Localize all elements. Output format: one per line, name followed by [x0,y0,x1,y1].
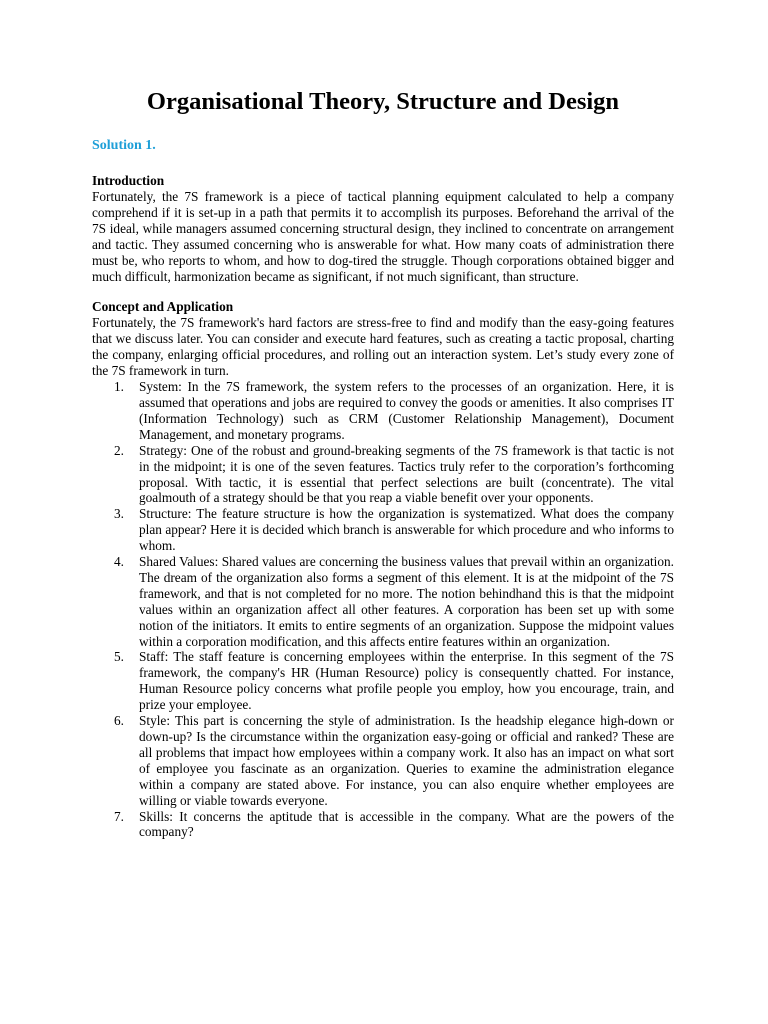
list-number: 7. [114,808,124,824]
list-item-style [92,713,674,808]
list-item-structure [92,506,674,554]
list-number: 3. [114,506,124,522]
list-item-staff [92,649,674,713]
list-number: 2. [114,442,124,458]
introduction-heading: Introduction [92,173,165,188]
document-page [92,0,674,840]
list-item-skills [92,809,674,841]
list-item-shared-values [92,554,674,649]
list-item-text: Style: This part is concerning the style of administration. Is the headship elegance high-down or down-up? Is the circumstance within the organization easy-going or official and ranked? These are all problems that impact how employees within a company work. It also has an impact on what sort of employee you fascinate as an organization. Queries to examine the administration elegance within a company are stated above. For instance, you can also enquire whether employees are willing or viable towards everyone. [139,713,674,808]
solution-label: Solution 1. [92,138,156,153]
introduction-paragraph: Fortunately, the 7S framework is a piece of tactical planning equipment calculated to help a company comprehend if it is set-up in a path that permits it to accomplish its purposes. Beforehand the arrival of the 7S ideal, while managers assumed concerning structural design, they inclined to concentrate on arrangement and tactic. They assumed concerning who is answerable for what. How many coats of administration there must be, who reports to whom, and how to dog-tired the struggle. Though corporations obtained bigger and much difficult, harmonization became as significant, if not much significant, than structure. [92,189,674,284]
document-title: Organisational Theory, Structure and Design [146,88,620,115]
list-item-text: Structure: The feature structure is how the organization is systematized. What does the company plan appear? Here it is decided which branch is answerable for which procedure and who informs to whom. [139,506,674,554]
list-item-system [92,379,674,443]
list-item-text: Skills: It concerns the aptitude that is accessible in the company. What are the powers of the company? [139,808,674,840]
list-number: 6. [114,713,124,729]
concept-paragraph: Fortunately, the 7S framework's hard factors are stress-free to find and modify than the easy-going features that we discuss later. You can consider and execute hard features, such as creating a tactic proposal, charting the company, enlarging official procedures, and rolling out an interaction system. Let’s study every zone of the 7S framework in turn. [92,315,674,379]
list-item-text: Strategy: One of the robust and ground-breaking segments of the 7S framework is that tactic is not in the midpoint; it is one of the seven features. Tactics truly refer to the corporation’s forthcoming proposal. With tactic, it is essential that perfect selections are built (concentrate). The vital goalmouth of a strategy should be that you reap a viable benefit over your opponents. [139,442,674,506]
list-item-text: Staff: The staff feature is concerning employees within the enterprise. In this segment of the 7S framework, the company's HR (Human Resource) policy is consequently chatted. For instance, Human Resource policy concerns what profile people you employ, how you encourage, train, and prize your employee. [139,649,674,713]
concept-heading: Concept and Application [92,299,234,315]
list-item-text: Shared Values: Shared values are concerning the business values that prevail within an organization. The dream of the organization also forms a segment of this element. It is at the midpoint of the 7S framework, and that is not completed for no more. The notion behindhand this is that the midpoint values within an organization affect all other features. A corporation has been set up with some notion of the initiators. It emits to entire segments of an organization. Suppose the midpoint values within a corporation modification, and this affects entire features within an organization. [139,554,674,649]
list-number: 4. [114,554,124,570]
list-item-strategy [92,443,674,507]
framework-list [92,379,674,840]
list-item-text: System: In the 7S framework, the system refers to the processes of an organization. Here, it is assumed that operations and jobs are required to convey the goods or amenities. It also comprises IT (Information Technology) such as CRM (Customer Relationship Management), Document Management, and monetary programs. [139,379,674,442]
list-number: 1. [114,379,124,395]
list-number: 5. [114,649,124,665]
